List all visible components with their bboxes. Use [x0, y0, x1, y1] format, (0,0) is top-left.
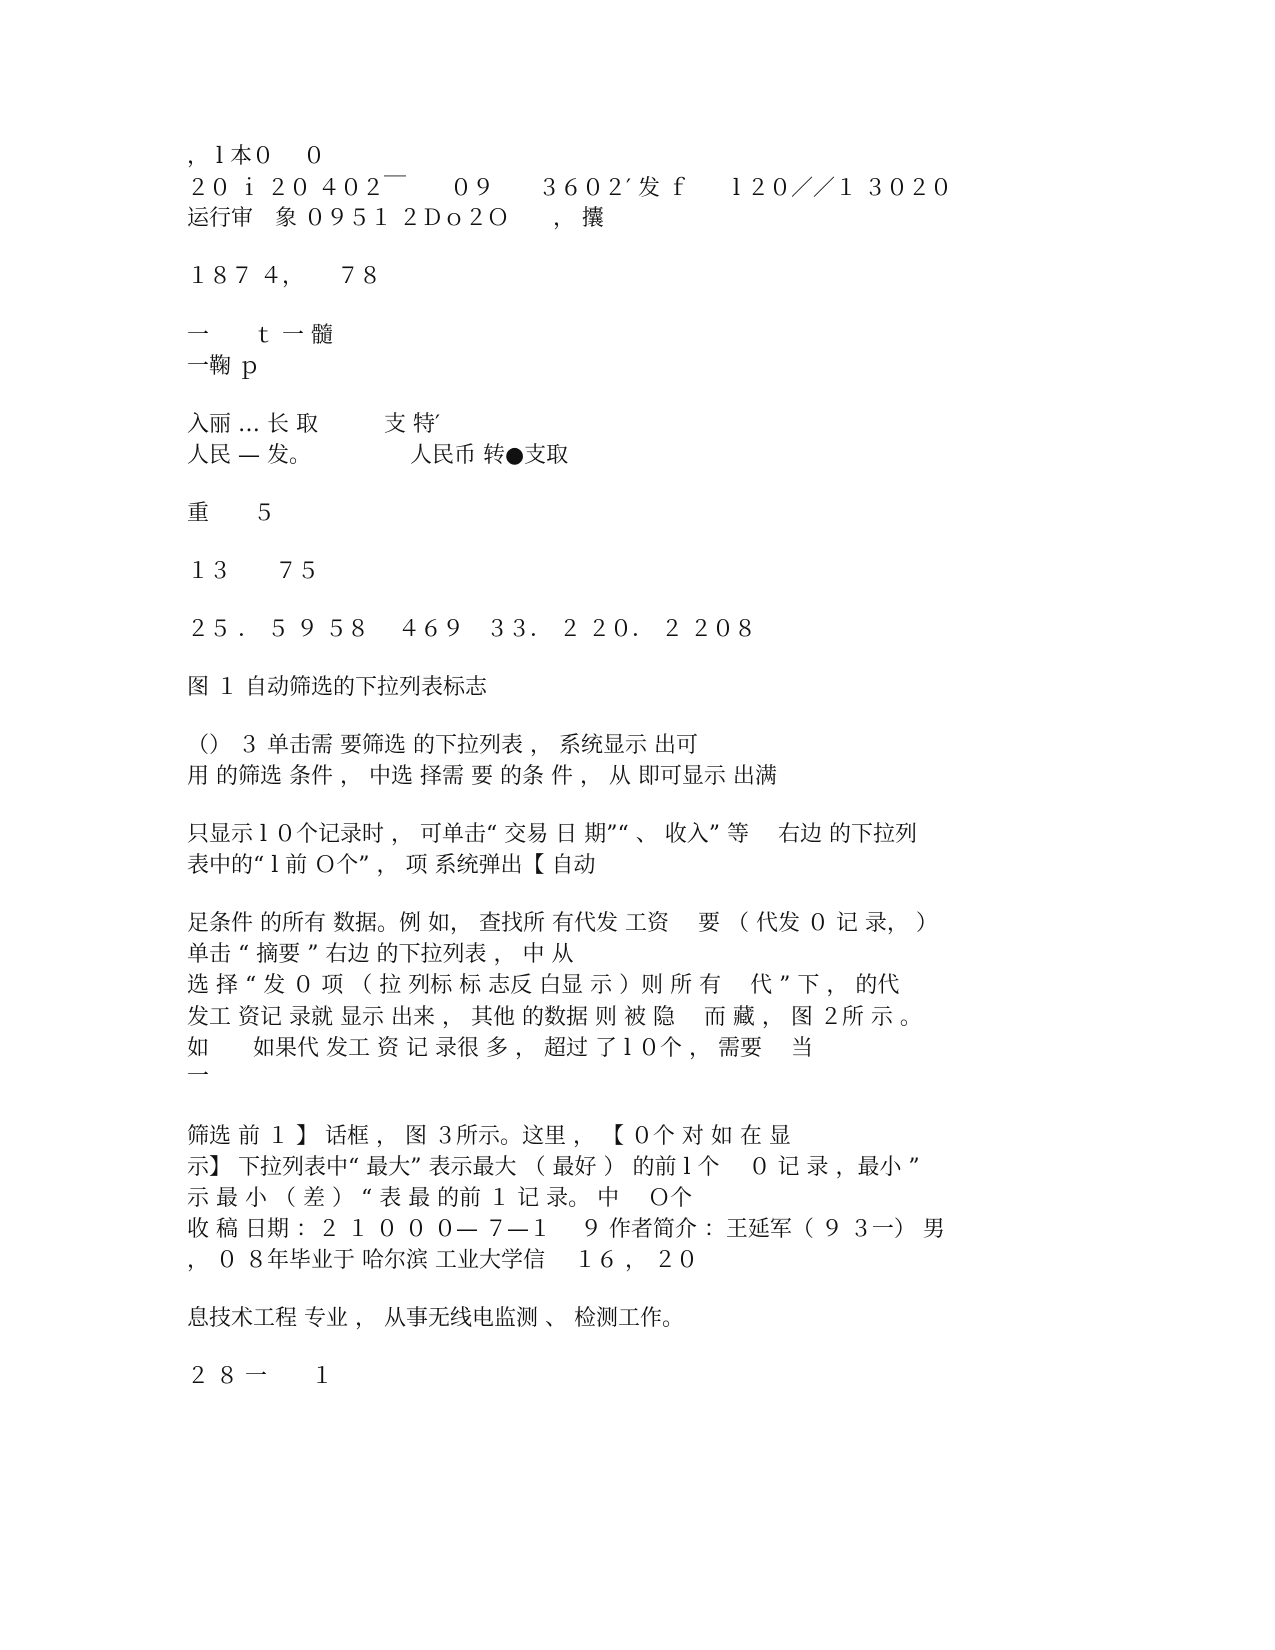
- text-line: ， l 本０ ０: [187, 144, 326, 169]
- text-line: 重 ５: [187, 501, 276, 526]
- page-number: ２ ８ 一 １: [187, 1364, 333, 1389]
- text-line: 只显示 l ０个记录时 ， 可单击“ 交易 日 期”“ 、 收入” 等 右边 的下拉列: [187, 822, 917, 847]
- text-line: 表中的“ l 前 Ｏ个” ， 项 系统弹出【 自动: [187, 853, 596, 878]
- text-line: 选 择 “ 发 ０ 项 （ 拉 列标 标 志反 白显 示 ）则 所 有 代 ” 下 ， 的代: [187, 973, 900, 998]
- figure-caption: 图 １ 自动筛选的下拉列表标志: [187, 675, 487, 700]
- text-line: 运行审 象 ０９５１ ２Ｄｏ２Ｏ ， 攮: [187, 206, 604, 231]
- text-line: 一 ｔ 一 髓: [187, 323, 333, 348]
- text-line: 一鞠 ｐ: [187, 354, 260, 379]
- text-line: ２５ ． ５ ９ ５８ ４６９ ３３． ２ ２０． ２ ２０８: [187, 617, 756, 642]
- text-line: 一: [187, 1064, 210, 1089]
- text-line: 用 的筛选 条件 ， 中选 择需 要 的条 件 ， 从 即可显示 出满: [187, 764, 777, 789]
- text-line: 筛选 前 １ 】 话框 ， 图 ３所示。这里 ， 【 ０个 对 如 在 显: [187, 1124, 791, 1149]
- text-line: 入丽 … 长 取 支 特′: [187, 412, 440, 437]
- author-bio-line: ， ０ ８年毕业于 哈尔滨 工业大学信 １６ ， ２０: [187, 1248, 698, 1273]
- text-line: 足条件 的所有 数据。例 如， 查找所 有代发 工资 要 （ 代发 ０ 记 录， ）: [187, 911, 938, 936]
- text-line: 示 最 小 （ 差 ） “ 表 最 的前 １ 记 录。 中 Ｏ个: [187, 1186, 693, 1211]
- text-line: １８７ ４， ７８: [187, 264, 381, 289]
- text-line: ２０ ｉ ２０ ４０２￣ ０９ ３６０２′ 发 ｆ l ２０／／１ ３０２０: [187, 176, 952, 201]
- author-bio-line: 息技术工程 专业 ， 从事无线电监测 、 检测工作。: [187, 1306, 684, 1331]
- text-line: 单击 “ 摘要 ” 右边 的下拉列表 ， 中 从: [187, 942, 574, 967]
- text-line: 如 如果代 发工 资 记 录很 多 ， 超过 了 l ０个 ， 需要 当: [187, 1036, 813, 1061]
- received-date-line: 收 稿 日期 ：２ １ ０ ０ ０— ７—１ ９ 作者简介 ：王延军（ ９ ３一） 男: [187, 1217, 945, 1242]
- text-line: 人民 — 发。 人民币 转●支取: [187, 443, 569, 468]
- text-line: １３ ７５: [187, 559, 320, 584]
- text-line: 发工 资记 录就 显示 出来 ， 其他 的数据 则 被 隐 而 藏 ， 图 ２所 示 。: [187, 1005, 922, 1030]
- text-line: （） ３ 单击需 要筛选 的下拉列表 ， 系统显示 出可: [187, 733, 698, 758]
- text-line: 示】 下拉列表中“ 最大” 表示最大 （ 最好 ） 的前 l 个 ０ 记 录 ，最小 ”: [187, 1155, 920, 1180]
